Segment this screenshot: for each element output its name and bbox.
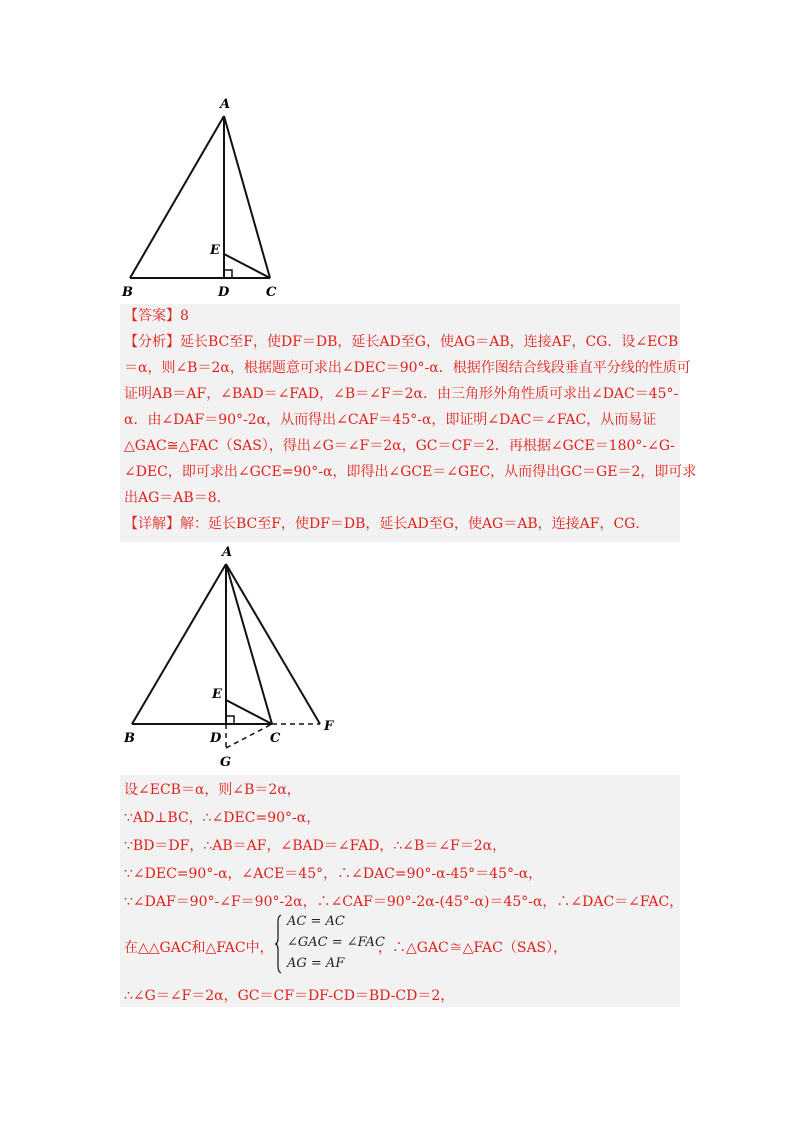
analysis-line-4: α．由∠DAF＝90°-2α，从而得出∠CAF＝45°-α，即证明∠DAC＝∠FAC，从而易证 — [124, 412, 657, 428]
answer-value: 8 — [180, 308, 189, 324]
label-f: F — [324, 719, 334, 734]
detail-step-4: ∵∠DEC=90°-α，∠ACE＝45°，∴∠DAC=90°-α-45°＝45°-α， — [124, 866, 543, 882]
label-d: D — [210, 731, 222, 746]
detail-tag: 【详解】 — [124, 516, 180, 532]
label-c: C — [266, 285, 277, 300]
system-row-3: AG = AF — [287, 956, 345, 971]
system-prefix: 在△△GAC和△FAC中， — [124, 940, 274, 956]
label-c: C — [270, 731, 281, 746]
detail-intro-line: 【详解】解：延长BC至F，使DF＝DB，延长AD至G，使AG＝AB，连接AF，CG． — [124, 516, 650, 532]
analysis-line-1: 【分析】延长BC至F，使DF＝DB，延长AD至G，使AG＝AB，连接AF，CG．设∠ECB — [124, 334, 679, 350]
triangle-construction-diagram — [120, 542, 338, 772]
system-suffix: ，∴△GAC≅△FAC（SAS）， — [378, 940, 568, 956]
label-g: G — [220, 755, 232, 770]
analysis-line-7: 出AG＝AB＝8． — [124, 490, 231, 506]
triangle-abc-diagram — [118, 92, 288, 302]
analysis-line-5: △GAC≅△FAC（SAS），得出∠G＝∠F＝2α，GC＝CF＝2．再根据∠GCE＝180°-∠G- — [124, 438, 676, 454]
detail-step-2: ∵AD⊥BC，∴∠DEC=90°-α， — [124, 810, 321, 826]
figure-2 — [120, 542, 338, 772]
equation-system — [275, 914, 385, 976]
label-e: E — [210, 243, 220, 258]
system-row-2: ∠GAC = ∠FAC — [287, 935, 385, 950]
analysis-line-3: 证明AB＝AF，∠BAD＝∠FAD，∠B＝∠F＝2α．由三角形外角性质可求出∠DAC＝45°- — [124, 386, 679, 402]
analysis-line-2: ＝α，则∠B＝2α，根据题意可求出∠DEC＝90°-α．根据作图结合线段垂直平分线的性质可 — [124, 360, 691, 376]
answer-line — [124, 306, 189, 326]
detail-step-5: ∵∠DAF＝90°-∠F＝90°-2α，∴∠CAF＝90°-2α-(45°-α)＝45°-α，∴∠DAC＝∠FAC， — [124, 894, 684, 910]
figure-1 — [118, 92, 288, 302]
label-a: A — [222, 545, 233, 560]
answer-tag: 【答案】 — [124, 308, 180, 324]
detail-step-1: 设∠ECB＝α，则∠B＝2α， — [124, 782, 301, 798]
label-b: B — [122, 285, 133, 300]
label-a: A — [220, 97, 231, 112]
analysis-tag: 【分析】 — [124, 334, 180, 350]
label-d: D — [218, 285, 230, 300]
analysis-line-6: ∠DEC，即可求出∠GCE=90°-α，即得出∠GCE＝∠GEC，从而得出GC＝GE＝2，即可求 — [124, 464, 697, 480]
label-b: B — [124, 731, 135, 746]
system-row-1: AC = AC — [287, 914, 345, 929]
detail-last-line: ∴∠G＝∠F＝2α，GC＝CF＝DF-CD＝BD-CD＝2， — [124, 988, 455, 1004]
detail-step-3: ∵BD＝DF，∴AB＝AF，∠BAD＝∠FAD，∴∠B＝∠F＝2α， — [124, 838, 507, 854]
label-e: E — [212, 687, 222, 702]
left-brace-icon — [275, 914, 281, 974]
